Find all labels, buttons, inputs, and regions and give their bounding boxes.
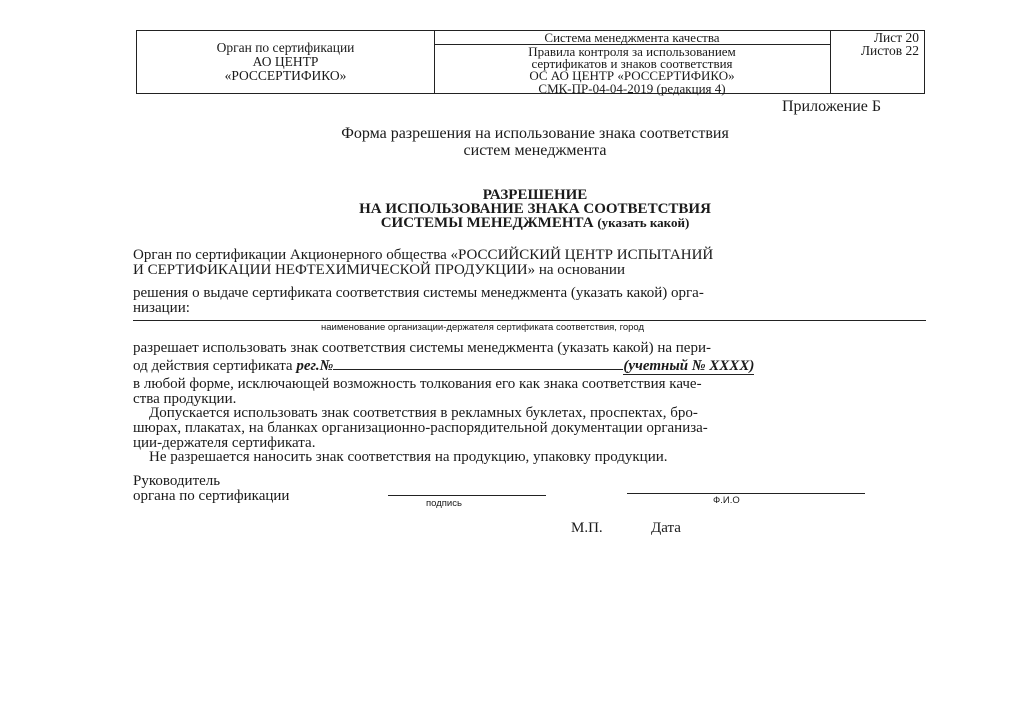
header-sheet-cell	[830, 31, 924, 93]
header-system: Система менеджмента качества	[434, 31, 830, 45]
header-sheet: Лист 20	[873, 30, 919, 45]
body-line: шюрах, плакатах, на бланках организационно-распорядительной документации организа-	[133, 420, 708, 436]
body-paragraph-2	[133, 286, 704, 316]
account-number: (учетный № XXXX)	[623, 358, 755, 374]
body-line: Орган по сертификации Акционерного общества «РОССИЙСКИЙ ЦЕНТР ИСПЫТАНИЙ	[133, 247, 714, 263]
body-line: ции-держателя сертификата.	[133, 435, 316, 451]
signature-role-line: органа по сертификации	[133, 488, 290, 504]
appendix-label: Приложение Б	[782, 98, 882, 115]
form-title	[180, 125, 890, 159]
body-line: низации:	[133, 300, 190, 316]
body-line-text: од действия сертификата	[133, 358, 293, 374]
org-name-caption: наименование организации-держателя сертификата соответствия, город	[321, 322, 645, 333]
body-paragraph-3	[133, 341, 754, 374]
stamp-label: М.П.	[571, 520, 603, 536]
header-rules	[434, 45, 830, 95]
header-rules-line: сертификатов и знаков соответствия	[531, 56, 733, 72]
reg-number-blank	[333, 356, 623, 370]
header-org-line: Орган по сертификации	[216, 40, 355, 55]
body-line: решения о выдаче сертификата соответствия системы менеджмента (указать какой) орга-	[133, 285, 704, 301]
permit-title-line: НА ИСПОЛЬЗОВАНИЕ ЗНАКА СООТВЕТСТВИЯ	[359, 201, 711, 217]
permit-title-line	[180, 216, 890, 230]
header-doc-cell	[434, 30, 831, 96]
permit-title-note: (указать какой)	[597, 215, 690, 230]
signature-role-line: Руководитель	[133, 473, 221, 489]
header-rules-line: СМК-ПР-04-04-2019 (редакция 4)	[538, 80, 726, 96]
permit-title-line: РАЗРЕШЕНИЕ	[482, 187, 588, 203]
header-rules-line: ОС АО ЦЕНТР «РОССЕРТИФИКО»	[529, 68, 735, 84]
permit-title-system: СИСТЕМЫ МЕНЕДЖМЕНТА	[380, 215, 594, 231]
body-line: в любой форме, исключающей возможность толкования его как знака соответствия каче-	[133, 376, 702, 392]
body-paragraph-5	[133, 406, 708, 451]
body-line: ства продукции.	[133, 391, 237, 407]
full-name-caption: Ф.И.О	[713, 495, 740, 506]
header-org-line: «РОССЕРТИФИКО»	[224, 68, 347, 83]
body-line	[133, 356, 754, 374]
body-line: разрешает использовать знак соответствия системы менеджмента (указать какой) на пери-	[133, 340, 711, 356]
header-sheets-total: Листов 22	[860, 43, 919, 58]
header-org-line: АО ЦЕНТР	[252, 54, 319, 69]
form-title-line: систем менеджмента	[463, 142, 607, 159]
body-paragraph-1	[133, 248, 713, 278]
permit-title	[180, 188, 890, 230]
date-label: Дата	[651, 520, 681, 536]
signature-line	[388, 495, 546, 496]
body-paragraph-6: Не разрешается наносить знак соответствия на продукцию, упаковку продукции.	[149, 449, 668, 465]
reg-number-label: рег.№	[296, 358, 334, 374]
org-name-line	[133, 320, 926, 321]
header-org-cell	[137, 31, 435, 93]
body-paragraph-4	[133, 377, 702, 407]
form-title-line: Форма разрешения на использование знака соответствия	[341, 125, 729, 142]
signature-role	[133, 474, 289, 504]
body-line: Допускается использовать знак соответствия в рекламных буклетах, проспектах, бро-	[149, 405, 698, 421]
header-table	[136, 30, 925, 94]
signature-caption: подпись	[426, 498, 462, 509]
body-line: И СЕРТИФИКАЦИИ НЕФТЕХИМИЧЕСКОЙ ПРОДУКЦИИ» на основании	[133, 262, 625, 278]
header-rules-line: Правила контроля за использованием	[528, 44, 736, 59]
full-name-line	[627, 493, 865, 494]
